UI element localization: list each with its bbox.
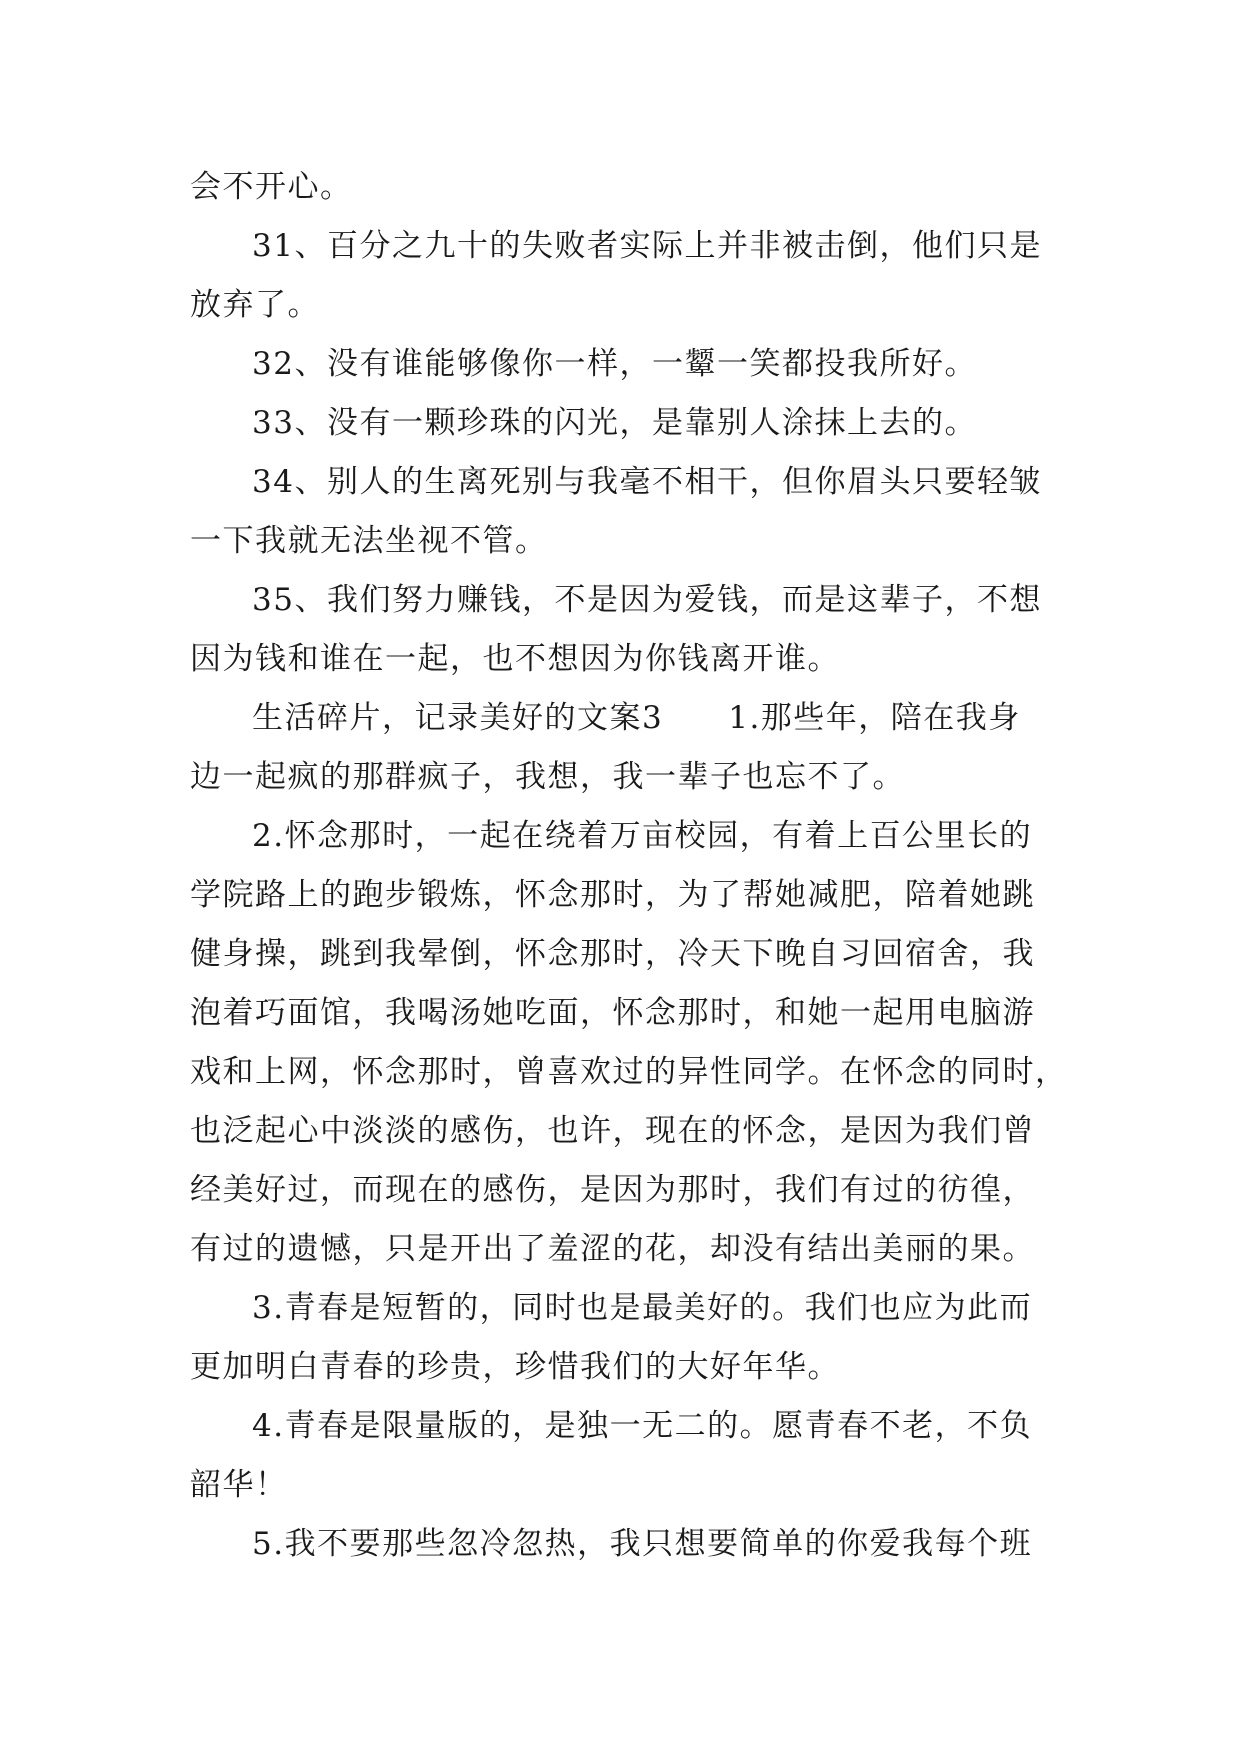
- section-heading-line: 生活碎片，记录美好的文案3 1.那些年，陪在我身: [252, 700, 1021, 736]
- text-line: 会不开心。: [190, 169, 353, 205]
- text-line: 更加明白青春的珍贵，珍惜我们的大好年华。: [190, 1349, 840, 1385]
- text-line: 因为钱和谁在一起，也不想因为你钱离开谁。: [190, 641, 840, 677]
- text-line: 一下我就无法坐视不管。: [190, 523, 548, 559]
- text-line: 32、没有谁能够像你一样，一颦一笑都投我所好。: [252, 346, 977, 382]
- text-line: 健身操，跳到我晕倒，怀念那时，冷天下晚自习回宿舍，我: [190, 936, 1035, 972]
- text-line: 35、我们努力赚钱，不是因为爱钱，而是这辈子，不想: [252, 582, 1042, 618]
- text-line: 5.我不要那些忽冷忽热，我只想要简单的你爱我每个班: [252, 1526, 1033, 1562]
- text-line: 2.怀念那时，一起在绕着万亩校园，有着上百公里长的: [252, 818, 1033, 854]
- text-line: 戏和上网，怀念那时，曾喜欢过的异性同学。在怀念的同时，: [190, 1054, 1068, 1090]
- text-line: 34、别人的生离死别与我毫不相干，但你眉头只要轻皱: [252, 464, 1042, 500]
- text-line: 经美好过，而现在的感伤，是因为那时，我们有过的彷徨，: [190, 1172, 1035, 1208]
- text-line: 31、百分之九十的失败者实际上并非被击倒，他们只是: [252, 228, 1042, 264]
- text-line: 也泛起心中淡淡的感伤，也许，现在的怀念，是因为我们曾: [190, 1113, 1035, 1149]
- document-body: [190, 158, 1068, 1574]
- text-line: 泡着巧面馆，我喝汤她吃面，怀念那时，和她一起用电脑游: [190, 995, 1035, 1031]
- text-line: 学院路上的跑步锻炼，怀念那时，为了帮她减肥，陪着她跳: [190, 877, 1035, 913]
- text-line: 33、没有一颗珍珠的闪光，是靠别人涂抹上去的。: [252, 405, 977, 441]
- text-line: 3.青春是短暂的，同时也是最美好的。我们也应为此而: [252, 1290, 1033, 1326]
- text-line: 放弃了。: [190, 287, 320, 323]
- text-line: 边一起疯的那群疯子，我想，我一辈子也忘不了。: [190, 759, 905, 795]
- text-line: 韶华！: [190, 1467, 288, 1503]
- text-line: 有过的遗憾，只是开出了羞涩的花，却没有结出美丽的果。: [190, 1231, 1035, 1267]
- text-line: 4.青春是限量版的，是独一无二的。愿青春不老，不负: [252, 1408, 1033, 1444]
